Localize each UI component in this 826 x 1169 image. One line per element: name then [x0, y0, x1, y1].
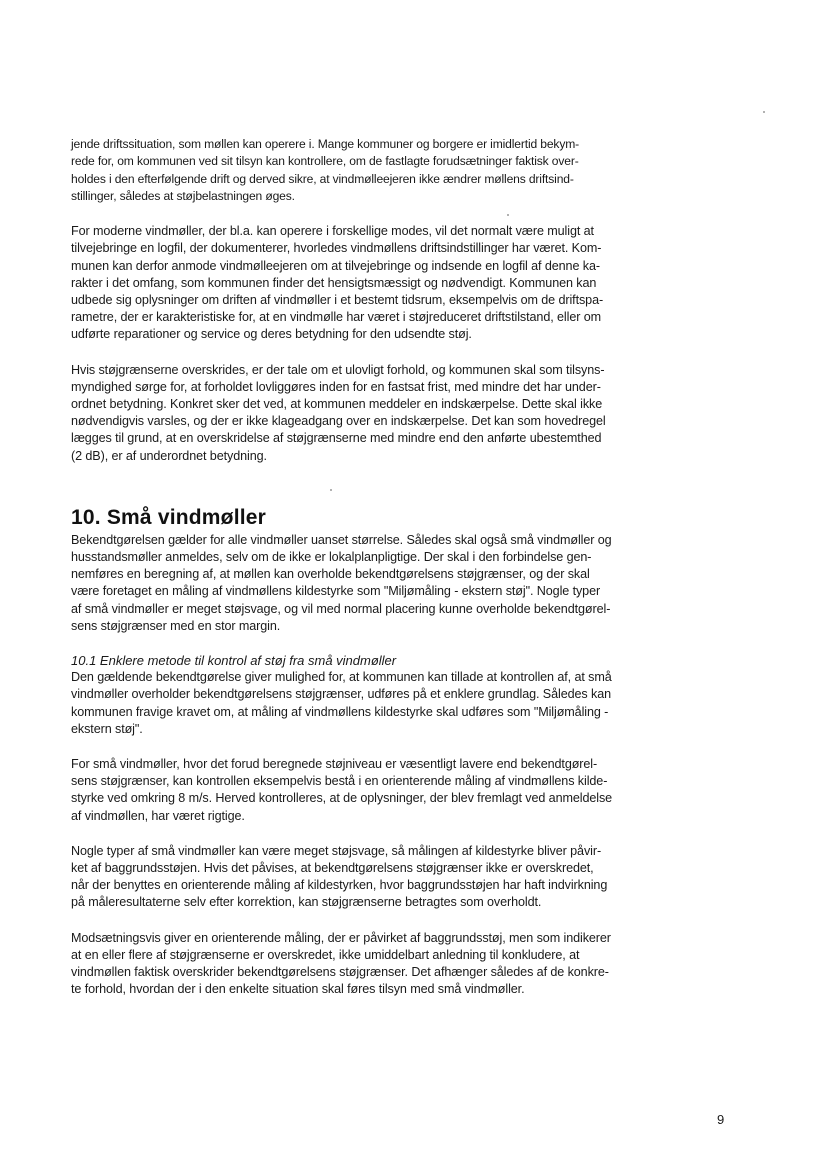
body-paragraph-1: jende driftssituation, som møllen kan operere i. Mange kommuner og borgere er imidlertid bekym- rede for, om kommunen ved sit tilsyn kan kontrollere, om de fastlagte forudsætninger faktisk over- holdes i den efterfølgende drift og derved sikre, at vindmølleejeren ikke ændrer møllens driftsind- stillinger, således at støjbelastningen øges.	[71, 137, 580, 203]
page-body	[71, 136, 749, 999]
scan-speck	[507, 214, 509, 216]
body-paragraph-2: For moderne vindmøller, der bl.a. kan operere i forskellige modes, vil det normalt være muligt at tilvejebringe en logfil, der dokumenterer, hvorledes vindmøllens driftsindstillinger har været. Kom- munen kan derfor anmode vindmølleejeren om at tilvejebringe og indsende en logfil af denne ka- rakter i det omfang, som kommunen finder det hensigtsmæssigt og nødvendigt. Kommunen kan udbede sig oplysninger om driften af vindmøller i et bestemt tidsrum, eksempelvis om de driftspa- rametre, der er karakteristiske for, at en vindmølle har været i støjreduceret driftstilstand, eller om udførte reparationer og service og deres betydning for den udsendte støj.	[71, 224, 604, 342]
scan-speck	[763, 111, 765, 113]
subsection-paragraph-2: For små vindmøller, hvor det forud beregnede støjniveau er væsentligt lavere end bekendtgørel- sens støjgrænser, kan kontrollen eksempelvis bestå i en orienterende måling af vindmøllens kilde- styrke ved omkring 8 m/s. Herved kontrolleres, at de oplysninger, der blev fremlagt ved anmeldelse af vindmøllen, har været rigtige.	[71, 757, 613, 823]
subsection-paragraph-3: Nogle typer af små vindmøller kan være meget støjsvage, så målingen af kildestyrke bliver påvir- ket af baggrundsstøjen. Hvis det påvises, at bekendtgørelsens støjgrænser ikke er overskredet, når der benyttes en orienterende måling af kildestyrken, hvor baggrundsstøjen har haft indvirkning på måleresultaterne selv efter korrektion, kan støjgrænserne betragtes som overholdt.	[71, 843, 608, 910]
subsection-heading: 10.1 Enklere metode til kontrol af støj fra små vindmøller	[71, 653, 397, 669]
scan-speck	[330, 489, 332, 491]
body-paragraph-3: Hvis støjgrænserne overskrides, er der tale om et ulovligt forhold, og kommunen skal som tilsyns- myndighed sørge for, at forholdet lovliggøres inden for en fastsat frist, med mindre det har under- ordnet betydning. Konkret sker det ved, at kommunen meddeler en indskærpelse. Dette skal ikke nødvendigvis varsles, og der er ikke klageadgang over en indskærpelse. Det kan som hovedregel lægges til grund, at en overskridelse af støjgrænserne med mindre end den anførte ubestemthed (2 dB), er af underordnet betydning.	[71, 362, 606, 463]
section-intro-paragraph: Bekendtgørelsen gælder for alle vindmøller uanset størrelse. Således skal også små vindmøller og husstandsmøller anmeldes, selv om de ikke er lokalplanpligtige. Der skal i den forbindelse gen- nemføres en beregning af, at møllen kan overholde bekendtgørelsens støjgrænser, og der skal være foretaget en måling af vindmøllens kildestyrke som "Miljømåling - ekstern støj". Nogle typer af små vindmøller er meget støjsvage, og vil med normal placering kunne overholde bekendtgørel- sens støjgrænser med en stor margin.	[71, 532, 612, 633]
subsection-paragraph-1: Den gældende bekendtgørelse giver mulighed for, at kommunen kan tillade at kontrollen af, at små vindmøller overholder bekendtgørelsens støjgrænser, udføres på et enklere grundlag. Således kan kommunen fravige kravet om, at måling af vindmøllens kildestyrke skal udføres som "Miljømåling - ekstern støj".	[71, 670, 612, 736]
subsection-paragraph-4: Modsætningsvis giver en orienterende måling, der er påvirket af baggrundsstøj, men som indikerer at en eller flere af støjgrænserne er overskredet, ikke umiddelbart anledning til konkludere, at vindmøllen faktisk overskrider bekendtgørelsens støjgrænser. Det afhænger således af de konkre- te forhold, hvordan der i den enkelte situation skal føres tilsyn med små vindmøller.	[71, 930, 611, 997]
section-heading: 10. Små vindmøller	[71, 505, 267, 529]
page-number: 9	[717, 1112, 725, 1127]
